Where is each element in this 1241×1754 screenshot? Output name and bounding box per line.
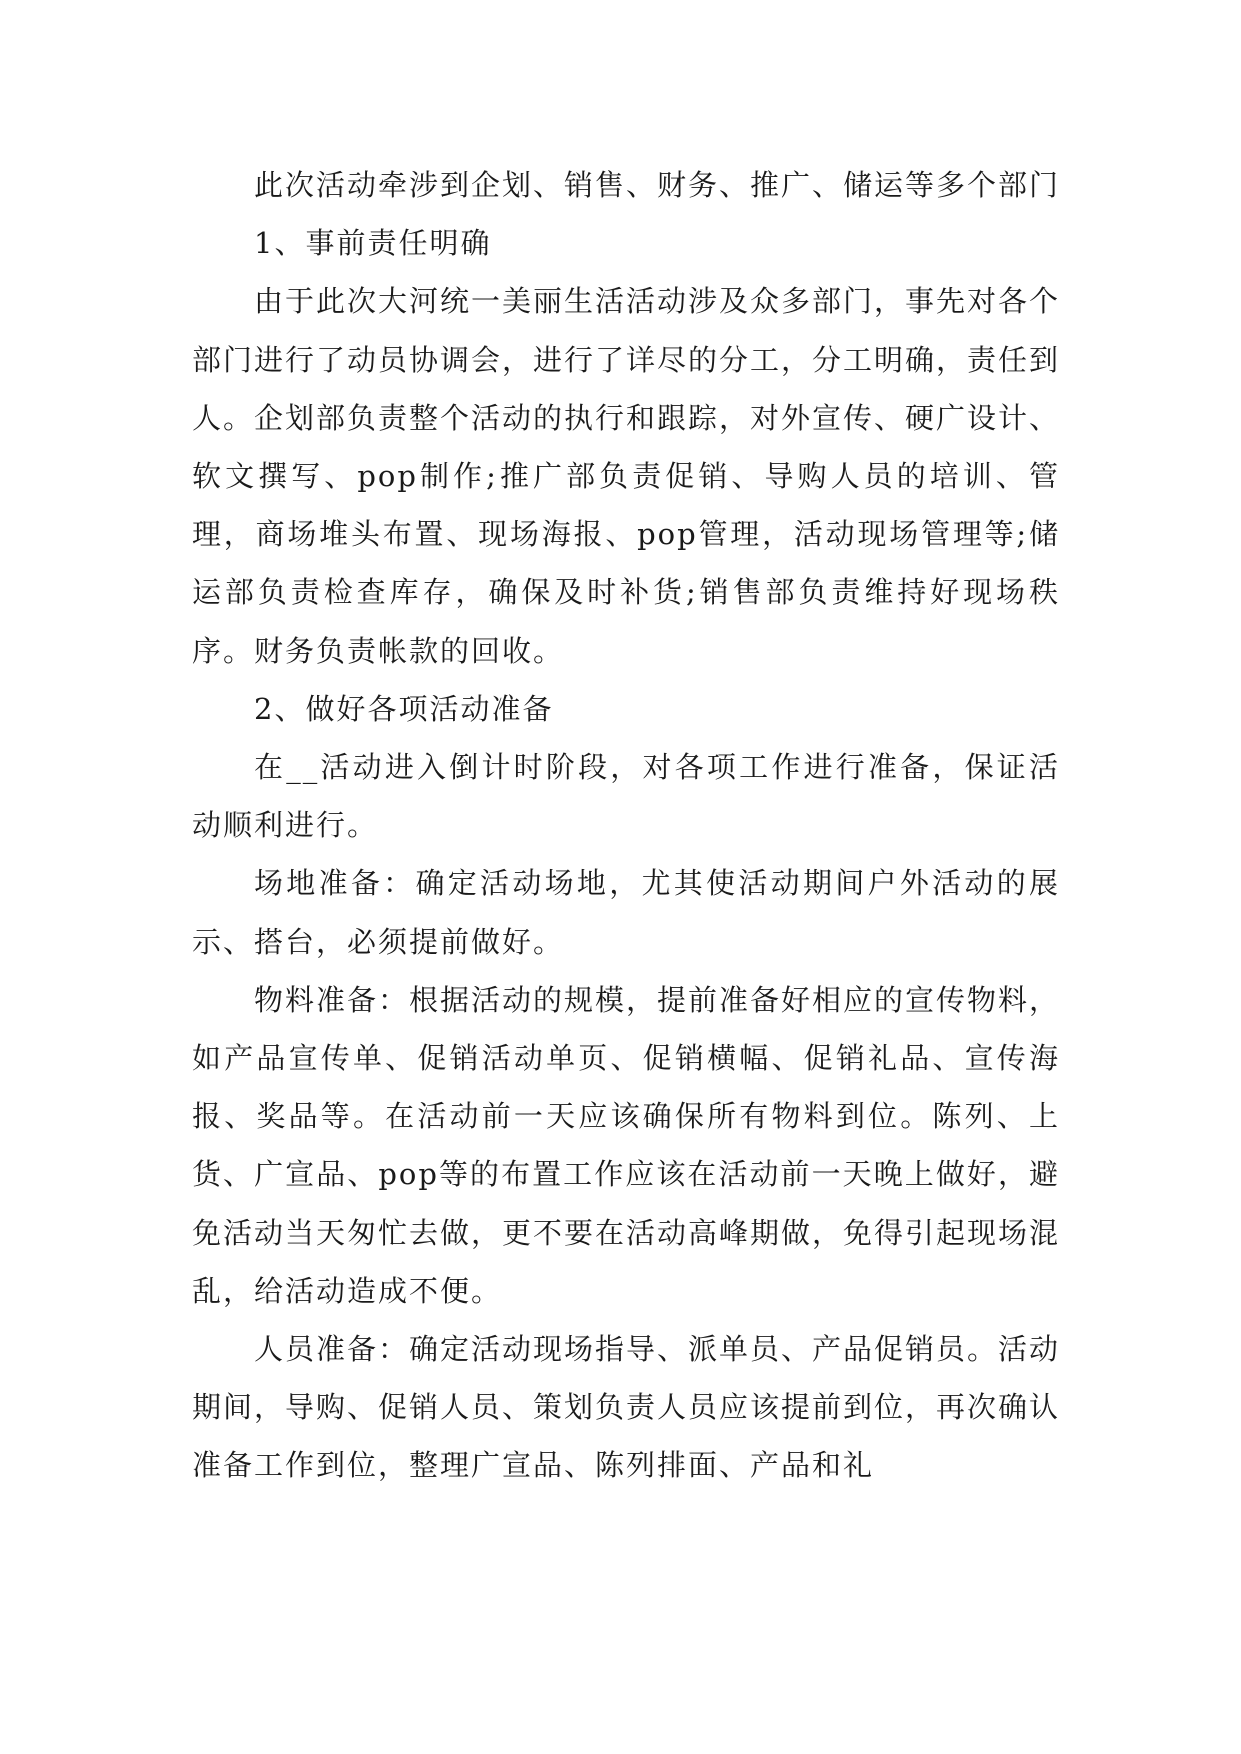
- heading-preparation: 2、做好各项活动准备: [254, 691, 554, 726]
- paragraph-staff: 人员准备：确定活动现场指导、派单员、产品促销员。活动期间，导购、促销人员、策划负责人员应该提前到位，再次确认准备工作到位，整理广宣品、陈列排面、产品和礼: [192, 1332, 1061, 1483]
- paragraph-responsibility: 由于此次大河统一美丽生活活动涉及众多部门，事先对各个部门进行了动员协调会，进行了详尽的分工，分工明确，责任到人。企划部负责整个活动的执行和跟踪，对外宣传、硬广设计、软文撰写、pop制作;推广部负责促销、导购人员的培训、管理，商场堆头布置、现场海报、pop管理，活动现场管理等;储运部负责检查库存，确保及时补货;销售部负责维持好现场秩序。财务负责帐款的回收。: [192, 284, 1061, 668]
- paragraph-materials: 物料准备：根据活动的规模，提前准备好相应的宣传物料，如产品宣传单、促销活动单页、促销横幅、促销礼品、宣传海报、奖品等。在活动前一天应该确保所有物料到位。陈列、上货、广宣品、pop等的布置工作应该在活动前一天晚上做好，避免活动当天匆忙去做，更不要在活动高峰期做，免得引起现场混乱，给活动造成不便。: [192, 982, 1061, 1308]
- paragraph-venue: 场地准备：确定活动场地，尤其使活动期间户外活动的展示、搭台，必须提前做好。: [192, 866, 1060, 959]
- heading-responsibility: 1、事前责任明确: [254, 226, 492, 261]
- paragraph-preparation: 在__活动进入倒计时阶段，对各项工作进行准备，保证活动顺利进行。: [192, 750, 1060, 843]
- document-body: [192, 156, 1060, 1495]
- paragraph-intro: 此次活动牵涉到企划、销售、财务、推广、储运等多个部门: [254, 168, 1061, 202]
